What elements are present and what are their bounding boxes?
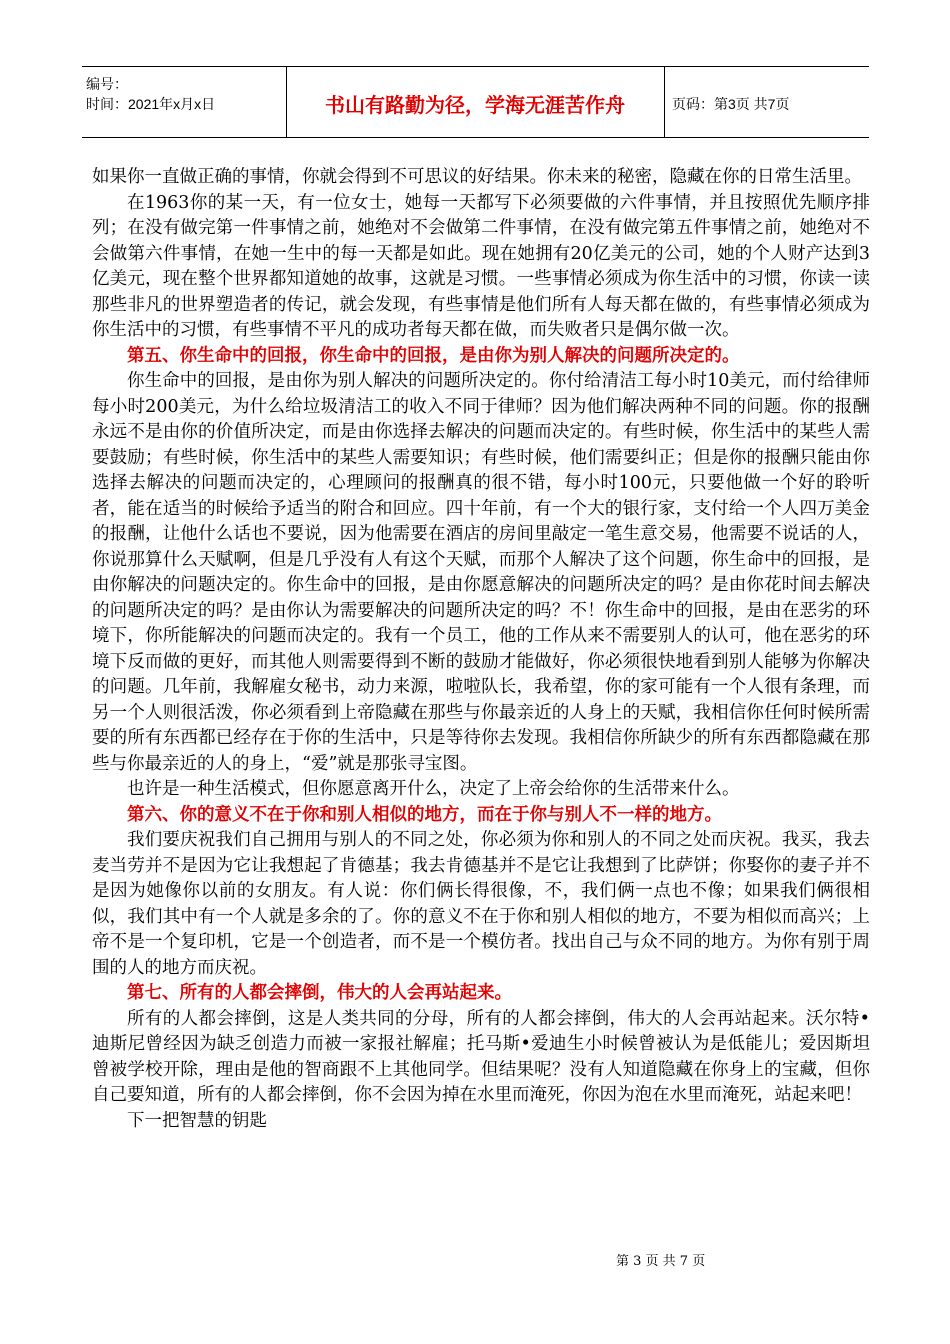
header-page-number: 页码：第3页 共7页 bbox=[672, 96, 790, 112]
document-number-label: 编号： bbox=[86, 76, 128, 92]
section-heading-5: 第五、你生命中的回报，你生命中的回报，是由你为别人解决的问题所决定的。 bbox=[127, 345, 740, 366]
paragraph: 我们要庆祝我们自己拥用与别人的不同之处，你必须为你和别人的不同之处而庆祝。我买，我去麦当劳并不是因为它让我想起了肯德基；我去肯德基并不是它让我想到了比萨饼；你娶你的妻子并不是因为她像你以前的女朋友。有人说：你们俩长得很像，不，我们俩一点也不像；如果我们俩很相似，我们其中有一个人就是多余的了。你的意义不在于你和别人相似的地方，不要为相似而高兴；上帝不是一个复印机，它是一个创造者，而不是一个模仿者。找出自己与众不同的地方。为你有别于周围的人的地方而庆祝。 bbox=[92, 830, 870, 978]
header-left-cell bbox=[82, 67, 287, 137]
header-motto: 书山有路勤为径，学海无涯苦作舟 bbox=[325, 93, 625, 117]
paragraph: 在1963你的某一天，有一位女士，她每一天都写下必须要做的六件事情，并且按照优先顺序排列；在没有做完第一件事情之前，她绝对不会做第二件事情，在没有做完第五件事情之前，她绝对不会做第六件事情，在她一生中的每一天都是如此。现在她拥有20亿美元的公司，她的个人财产达到3亿美元，现在整个世界都知道她的故事，这就是习惯。一些事情必须成为你生活中的习惯，你读一读那些非凡的世界塑造者的传记，就会发现，有些事情是他们所有人每天都在做的，有些事情必须成为你生活中的习惯，有些事情不平凡的成功者每天都在做，而失败者只是偶尔做一次。 bbox=[92, 192, 870, 340]
paragraph: 你生命中的回报，是由你为别人解决的问题所决定的。你付给清洁工每小时10美元，而付给律师每小时200美元，为什么给垃圾清洁工的收入不同于律师？因为他们解决两种不同的问题。你的报酬永远不是由你的价值所决定，而是由你选择去解决的问题而决定的。有些时候，你生活中的某些人需要鼓励；有些时候，你生活中的某些人需要知识；有些时候，他们需要纠正；但是你的报酬只能由你选择去解决的问题而决定的，心理顾问的报酬真的很不错，每小时100元，只要他做一个好的聆听者，能在适当的时候给予适当的附合和回应。四十年前，有一个大的银行家，支付给一个人四万美金的报酬，让他什么话也不要说，因为他需要在酒店的房间里敲定一笔生意交易，他需要不说话的人，你说那算什么天赋啊，但是几乎没有人有这个天赋，而那个人解决了这个问题，你生命中的回报，是由你解决的问题决定的。你生命中的回报，是由你愿意解决的问题所决定的吗？是由你花时间去解决的问题所决定的吗？是由你认为需要解决的问题所决定的吗？不！你生命中的回报，是由在恶劣的环境下，你所能解决的问题而决定的。我有一个员工，他的工作从来不需要别人的认可，他在恶劣的环境下反而做的更好，而其他人则需要得到不断的鼓励才能做好，你必须很快地看到别人能够为你解决的问题。几年前，我解雇女秘书，动力来源，啦啦队长，我希望，你的家可能有一个人很有条理，而另一个人则很活泼，你必须看到上帝隐藏在那些与你最亲近的人身上的天赋，我相信你任何时候所需要的所有东西都已经存在于你的生活中，只是等待你去发现。我相信你所缺少的所有东西都隐藏在那些与你最亲近的人的身上，“爱”就是那张寻宝图。 bbox=[92, 371, 870, 774]
paragraph: 如果你一直做正确的事情，你就会得到不可思议的好结果。你未来的秘密，隐藏在你的日常生活里。 bbox=[92, 167, 862, 187]
section-heading-7: 第七、所有的人都会摔倒，伟大的人会再站起来。 bbox=[127, 983, 512, 1003]
document-body bbox=[92, 165, 870, 1134]
header-middle-cell bbox=[286, 67, 665, 137]
document-time-label: 时间：2021年x月x日 bbox=[86, 96, 216, 112]
paragraph: 所有的人都会摔倒，这是人类共同的分母，所有的人都会摔倒，伟大的人会再站起来。沃尔特•迪斯尼曾经因为缺乏创造力而被一家报社解雇；托马斯•爱迪生小时候曾被认为是低能儿；爱因斯坦曾被学校开除，理由是他的智商跟不上其他同学。但结果呢？没有人知道隐藏在你身上的宝藏，但你自己要知道，所有的人都会摔倒，你不会因为掉在水里而淹死，你因为泡在水里而淹死，站起来吧！ bbox=[92, 1008, 870, 1105]
paragraph: 下一把智慧的钥匙 bbox=[127, 1110, 267, 1131]
section-heading-6: 第六、你的意义不在于你和别人相似的地方，而在于你与别人不一样的地方。 bbox=[127, 804, 722, 825]
page-footer: 第 3 页 共 7 页 bbox=[616, 1254, 706, 1269]
header-right-cell bbox=[664, 67, 869, 137]
paragraph: 也许是一种生活模式，但你愿意离开什么，决定了上帝会给你的生活带来什么。 bbox=[127, 779, 740, 799]
page-header bbox=[82, 66, 869, 138]
